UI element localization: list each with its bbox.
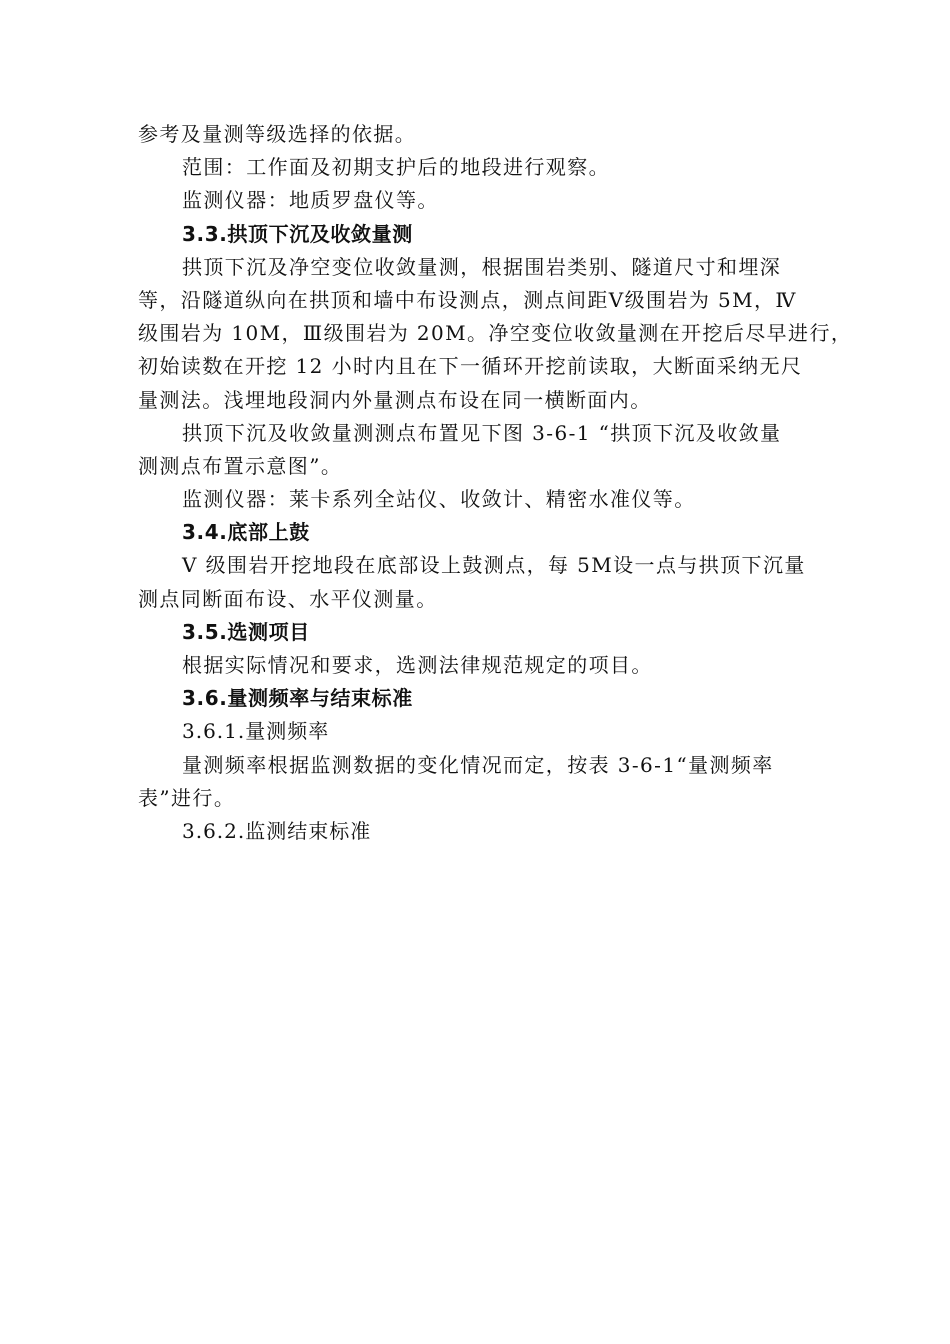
- section-heading: 3.3.拱顶下沉及收敛量测: [182, 221, 413, 246]
- section-heading: 3.5.选测项目: [182, 619, 310, 644]
- paragraph-line: 表”进行。: [138, 785, 236, 810]
- paragraph-line: 量测法。浅埋地段洞内外量测点布设在同一横断面内。: [138, 387, 652, 412]
- paragraph-line: 范围：工作面及初期支护后的地段进行观察。: [182, 155, 610, 180]
- paragraph-line: 等，沿隧道纵向在拱顶和墙中布设测点，测点间距Ⅴ级围岩为 5M，Ⅳ: [138, 287, 797, 312]
- paragraph-line: 根据实际情况和要求，选测法律规范规定的项目。: [182, 653, 653, 677]
- paragraph-line: Ⅴ 级围岩开挖地段在底部设上鼓测点，每 5M设一点与拱顶下沉量: [182, 553, 806, 578]
- subsection-heading: 3.6.1.量测频率: [182, 719, 330, 744]
- paragraph-line: 监测仪器：莱卡系列全站仪、收敛计、精密水准仪等。: [182, 487, 696, 512]
- section-heading: 3.4.底部上鼓: [182, 520, 310, 545]
- paragraph-line: 拱顶下沉及收敛量测测点布置见下图 3-6-1 “拱顶下沉及收敛量: [182, 420, 782, 445]
- section-heading: 3.6.量测频率与结束标准: [182, 686, 413, 711]
- subsection-heading: 3.6.2.监测结束标准: [182, 818, 372, 843]
- paragraph-line: 量测频率根据监测数据的变化情况而定，按表 3-6-1“量测频率: [182, 752, 774, 777]
- paragraph-line: 测点同断面布设、水平仪测量。: [138, 586, 438, 611]
- paragraph-line: 级围岩为 10M，Ⅲ级围岩为 20M。净空变位收敛量测在开挖后尽早进行，: [138, 321, 853, 346]
- paragraph-line: 测测点布置示意图”。: [138, 453, 343, 478]
- paragraph-line: 监测仪器：地质罗盘仪等。: [182, 188, 439, 213]
- document-body: [138, 118, 853, 848]
- paragraph-line: 参考及量测等级选择的依据。: [138, 122, 417, 146]
- paragraph-line: 拱顶下沉及净空变位收敛量测，根据围岩类别、隧道尺寸和埋深: [182, 254, 782, 279]
- paragraph-line: 初始读数在开挖 12 小时内且在下一循环开挖前读取，大断面采纳无尺: [138, 354, 803, 379]
